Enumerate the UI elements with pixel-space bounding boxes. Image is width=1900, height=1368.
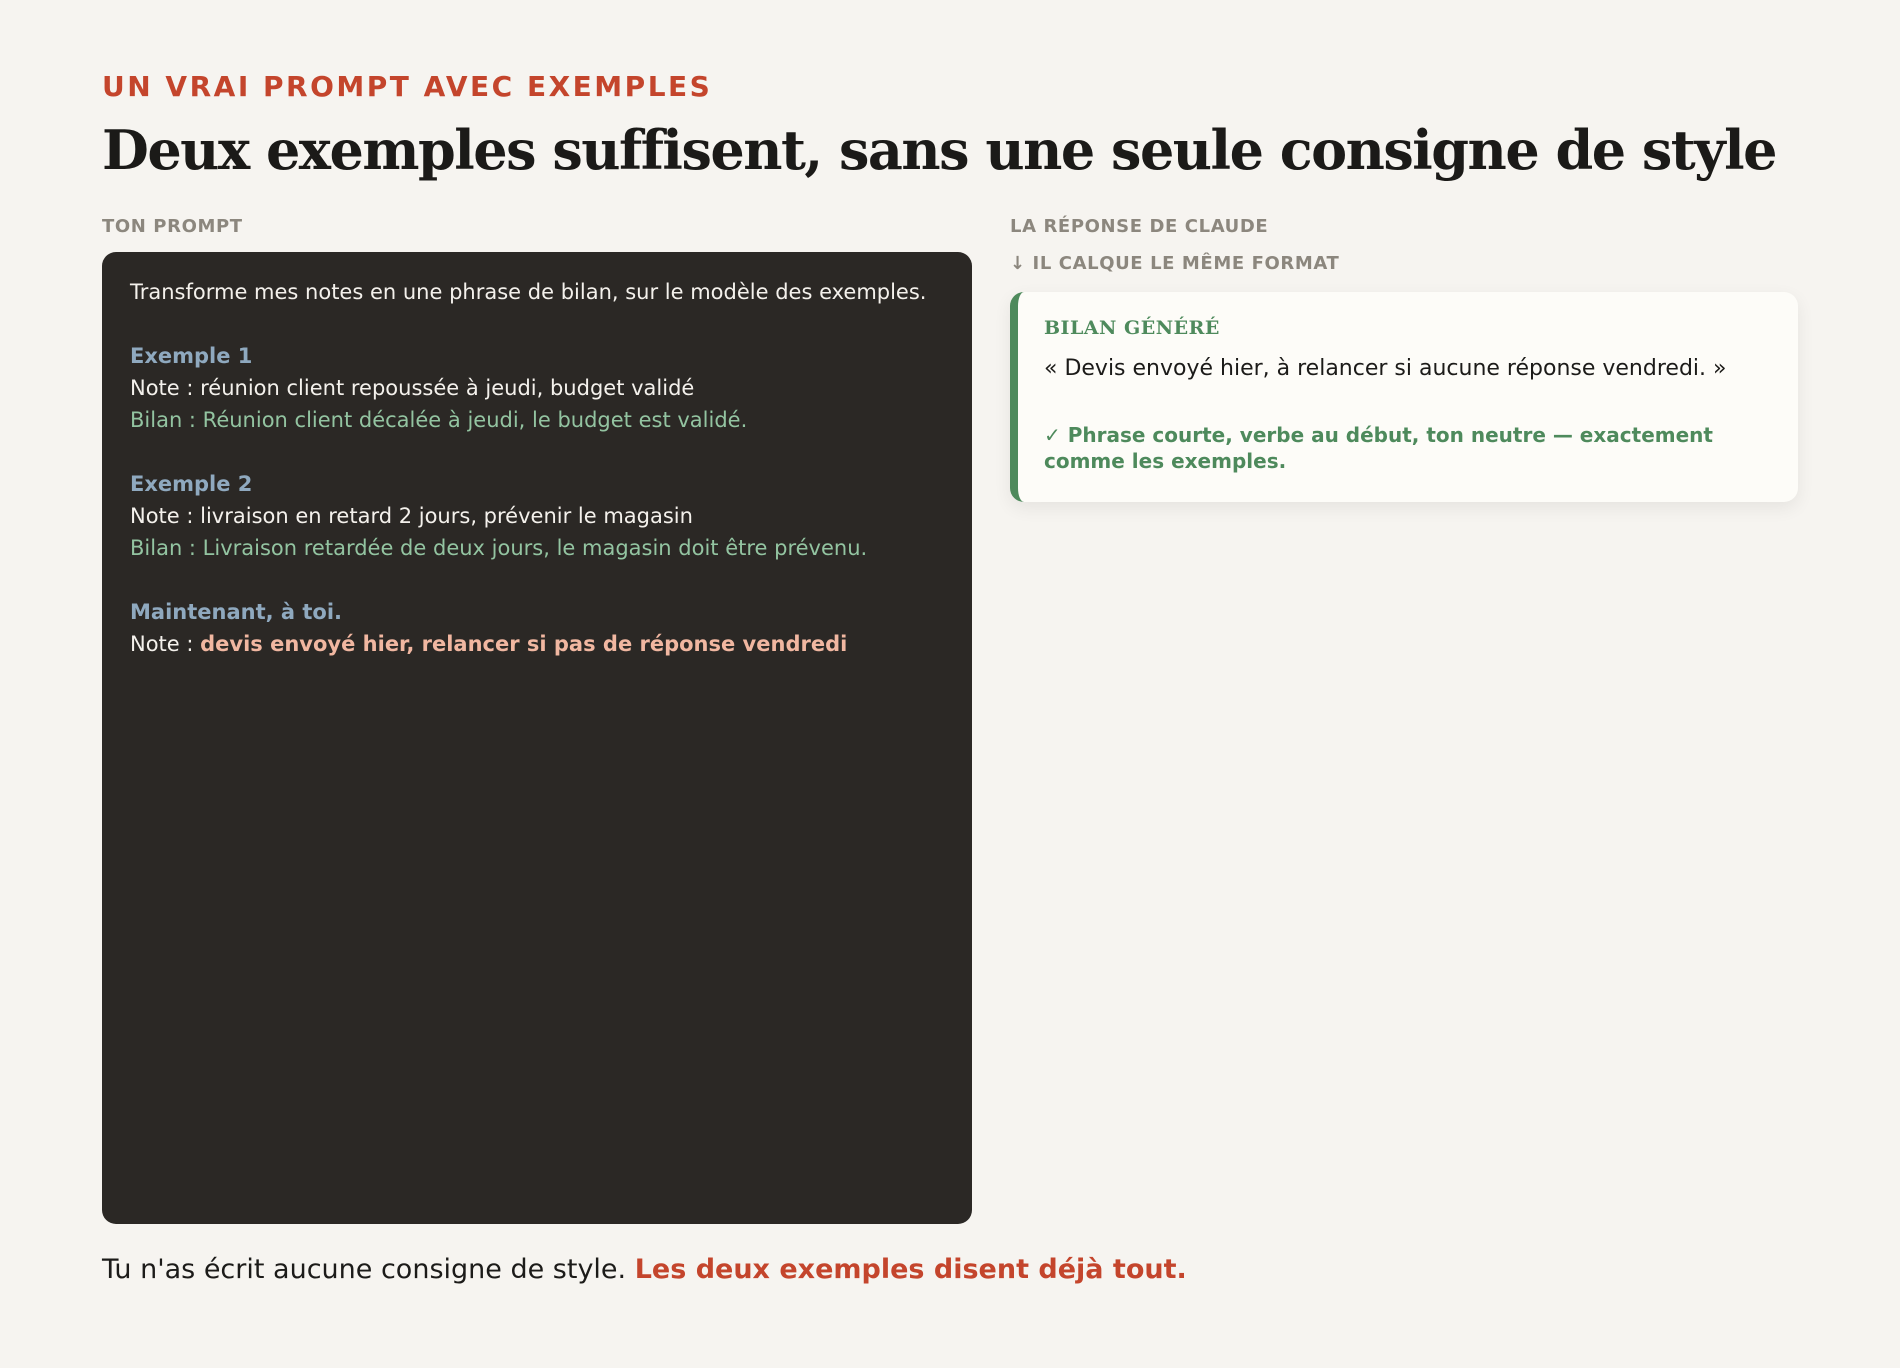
example-block-1 bbox=[130, 340, 944, 436]
page-title: Deux exemples suffisent, sans une seule consigne de style bbox=[102, 118, 1776, 182]
footer-text: Tu n'as écrit aucune consigne de style. bbox=[102, 1254, 635, 1285]
now-note-prefix: Note : bbox=[130, 632, 201, 656]
now-note bbox=[130, 628, 944, 660]
response-check-note: ✓ Phrase courte, verbe au début, ton neutre — exactement comme les exemples. bbox=[1044, 423, 1713, 473]
example-block-2 bbox=[130, 468, 944, 564]
footer-highlight: Les deux exemples disent déjà tout. bbox=[634, 1254, 1187, 1285]
response-column-sublabel: ↓ IL CALQUE LE MÊME FORMAT bbox=[1010, 253, 1340, 274]
example-bilan: Bilan : Réunion client décalée à jeudi, le budget est validé. bbox=[130, 408, 748, 432]
response-card bbox=[1010, 292, 1798, 502]
footer-note bbox=[102, 1252, 1187, 1288]
example-title: Exemple 2 bbox=[130, 472, 253, 496]
response-quote: « Devis envoyé hier, à relancer si aucune réponse vendredi. » bbox=[1044, 356, 1727, 381]
eyebrow: UN VRAI PROMPT AVEC EXEMPLES bbox=[102, 70, 713, 103]
now-note-value: devis envoyé hier, relancer si pas de réponse vendredi bbox=[200, 632, 848, 656]
now-block bbox=[130, 596, 944, 660]
prompt-column-label: TON PROMPT bbox=[102, 216, 243, 237]
example-note: Note : réunion client repoussée à jeudi, budget validé bbox=[130, 376, 695, 400]
response-card-label: BILAN GÉNÉRÉ bbox=[1044, 317, 1220, 339]
example-note: Note : livraison en retard 2 jours, prévenir le magasin bbox=[130, 504, 693, 528]
response-column-label: LA RÉPONSE DE CLAUDE bbox=[1010, 216, 1269, 237]
prompt-panel bbox=[102, 252, 972, 1224]
example-title: Exemple 1 bbox=[130, 344, 253, 368]
prompt-intro: Transforme mes notes en une phrase de bilan, sur le modèle des exemples. bbox=[130, 280, 927, 304]
example-bilan: Bilan : Livraison retardée de deux jours, le magasin doit être prévenu. bbox=[130, 536, 868, 560]
now-title: Maintenant, à toi. bbox=[130, 600, 343, 624]
